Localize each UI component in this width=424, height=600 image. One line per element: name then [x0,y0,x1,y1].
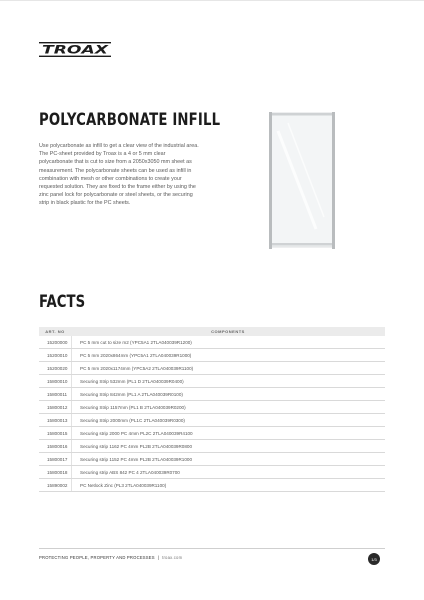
component-cell: PC 5 mm 2020x864mm (YPC5A1 2TLA040039R1000) [71,349,385,361]
description-text: Use polycarbonate as infill to get a clear view of the industrial area. The PC-sheet provided by Troax is a 4 or 5 mm clear polycarbonate that is cut to size from a 2050x3050 mm sheet as measurement. The polycarbonate sheets can be used as infill in combination with mesh or other combinations to create your requested solution. They are fixed to the frame either by using the zinc panel lock for polycarbonate or steel sheets, or the securing strip in black plastic for the PC sheets. [39,143,199,207]
component-cell: Securing strip 1152 PC 4mm PL2B 2TLA040039R1000 [71,453,385,465]
component-cell: PC Netlock Zinc (PL3 2TLA040039R1100) [71,479,385,491]
table-row [39,427,385,440]
art-no-cell: 15800010 [47,378,68,384]
art-no-cell: 15800015 [47,430,68,436]
component-cell: PC 5 mm cut to size m2 (YPC5A1 2TLA040039R1200) [71,336,385,348]
table-row [39,388,385,401]
component-cell: Securing strip 2000 PC 4mm PL2C 2TLA040039R4100 [71,427,385,439]
table-row [39,375,385,388]
footer-url[interactable]: troax.com [162,555,183,560]
art-no-cell: 15200010 [47,352,68,358]
table-row [39,362,385,375]
art-no-cell: 15800018 [47,469,68,475]
component-cell: Securing Strip 2000mm (PL1C 2TLA040039R0300) [71,414,385,426]
table-row [39,401,385,414]
page-title: POLYCARBONATE INFILL [39,110,221,130]
table-header [39,327,385,336]
art-no-cell: 15800017 [47,456,68,462]
page-number-badge: 1/3 [368,553,380,565]
components-table [39,327,385,492]
facts-heading: FACTS [39,292,86,312]
art-no-cell: 15800013 [47,417,68,423]
component-cell: Securing strip 1162 PC 4mm PL2B 2TLA040039R0800 [71,440,385,452]
art-no-cell: 15800012 [47,404,68,410]
art-no-cell: 15890002 [47,482,68,488]
table-row [39,466,385,479]
table-row [39,414,385,427]
footer-tagline: PROTECTING PEOPLE, PROPERTY AND PROCESSES [39,555,155,560]
polycarbonate-panel-image [268,111,336,251]
component-cell: Securing Strip 1157mm (PL1 B 2TLA040039R0200) [71,401,385,413]
header-components: COMPONENTS [211,329,245,334]
art-no-cell: 15200020 [47,365,68,371]
table-row [39,440,385,453]
table-row [39,479,385,492]
footer [39,555,182,560]
troax-logo [39,42,111,57]
header-art-no: ART. NO [45,329,65,334]
component-cell: PC 5 mm 2020x1174mm (YPC5A2 2TLA040039R1100) [71,362,385,374]
component-cell: Securing strip ABS 842 PC 4 2TLA040039R0700 [71,466,385,478]
table-row [39,336,385,349]
component-cell: Securing Strip 842mm (PL1 A 2TLA040039R0100) [71,388,385,400]
art-no-cell: 15800011 [47,391,68,397]
top-rule [0,0,424,1]
art-no-cell: 15800016 [47,443,68,449]
table-row [39,453,385,466]
logo-text: TROAX [42,42,110,57]
component-cell: Securing Strip 532mm (PL1 D 2TLA040039R0400) [71,375,385,387]
table-row [39,349,385,362]
footer-separator: | [157,555,160,560]
art-no-cell: 15200000 [47,339,68,345]
footer-rule [39,548,385,549]
